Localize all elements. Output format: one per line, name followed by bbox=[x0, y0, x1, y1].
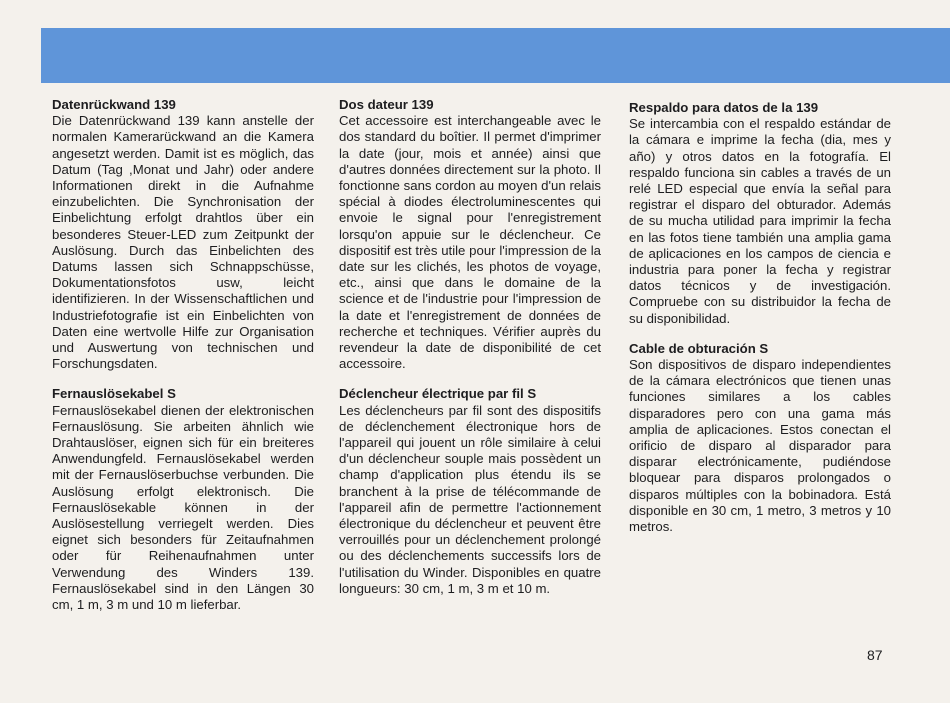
section-body: Son dispositivos de disparo independientes de la cámara electrónicos que tienen unas funciones similares a los cables disparadores pero con una gama más amplia de aplicaciones. Estos conectan el orificio de disparo al disparador para disparar electrónicamente, pudiéndose bloquear para disparos prolongados o disparos múltiples con la bobinadora. Está disponible en 30 cm, 1 metro, 3 metros y 10 metros. bbox=[629, 357, 891, 535]
section-body: Die Datenrückwand 139 kann anstelle der normalen Kamerarückwand an die Kamera angesetzt werden. Damit ist es möglich, das Datum (Tag ,Monat und Jahr) oder andere Informationen direkt in die Aufnahme einzubelichten. Die Synchronisation der Einbelichtung erfolgt drahtlos über ein besonderes Steuer-LED zum Zeitpunkt der Auslösung. Durch das Einbelichten des Datums lassen sich Schnappschüsse, Dokumentationsfotos usw, leicht identifizieren. In der Wissenschaftlichen und Industriefotografie ist ein Einbelichten von Daten eine wertvolle Hilfe zur Organisation und Auswertung von technischen und Forschungsdaten. bbox=[52, 113, 314, 372]
section-heading: Dos dateur 139 bbox=[339, 97, 434, 112]
column-german bbox=[52, 97, 314, 627]
section-heading: Déclencheur électrique par fil S bbox=[339, 386, 537, 402]
section-datenrueckwand bbox=[52, 97, 314, 372]
header-color-band bbox=[41, 28, 950, 83]
section-fernausloesekabel bbox=[52, 386, 314, 613]
section-heading: Datenrückwand 139 bbox=[52, 97, 176, 112]
section-heading: Fernauslösekabel S bbox=[52, 386, 176, 402]
section-heading: Respaldo para datos de la 139 bbox=[629, 100, 819, 115]
section-body: Se intercambia con el respaldo estándar de la cámara e imprime la fecha (dia, mes y año) y otros datos en la fotografía. El respaldo funciona sin cables a través de un relé LED especial que envía la señal para registrar el disparo del obturador. Además de su mucha utilidad para imprimir la fecha en las fotos tiene también una amplia gama de aplicaciones en los campos de ciencia e industria para poner la fecha y registrar datos técnicos y de investigación. Compruebe con su distribuidor la fecha de su disponibilidad. bbox=[629, 116, 891, 326]
section-body: Les déclencheurs par fil sont des dispositifs de déclenchement électronique hors de l'appareil qui jouent un rôle similaire à celui d'un déclencheur souple mais possèdent un champ d'application plus étendu ils se branchent à la prise de télécommande de l'appareil afin de permettre l'actionnement électronique du déclencheur et peuvent être verrouillés pour un déclenchement prolongé ou des déclenchements successifs lors de l'utilisation du Winder. Disponibles en quatre longueurs: 30 cm, 1 m, 3 m et 10 m. bbox=[339, 402, 601, 596]
section-heading: Cable de obturación S bbox=[629, 340, 769, 356]
column-french bbox=[339, 97, 601, 611]
section-declencheur bbox=[339, 386, 601, 597]
column-spanish bbox=[629, 100, 891, 549]
section-body: Fernauslösekabel dienen der elektronischen Fernauslösung. Sie arbeiten ähnlich wie Drahtauslöser, eignen sich für ein breiteres Anwendungfeld. Fernauslösekabel werden mit der Fernauslöserbuchse verbunden. Die Auslösung erfolgt elektronisch. Die Fernauslösekable können in der Auslösestellung verriegelt werden. Dies eignet sich besonders für Zeitaufnahmen oder für Reihenaufnahmen unter Verwendung des Winders 139. Fernauslösekabel sind in den Längen 30 cm, 1 m, 3 m und 10 m lieferbar. bbox=[52, 402, 314, 613]
section-dos-dateur bbox=[339, 97, 601, 372]
section-cable-obturacion bbox=[629, 341, 891, 535]
section-body: Cet accessoire est interchangeable avec le dos standard du boîtier. Il permet d'imprimer la date (jour, mois et année) ainsi que d'autres données directement sur la photo. Il fonctionne sans cordon au moyen d'un relais spécial à diodes électroluminescentes qui envoie le signal pour l'enregistrement lorsqu'on appuie sur le déclencheur. Ce dispositif est très utile pour l'impression de la date sur les clichés, les photos de voyage, etc., ainsi que dans le domaine de la science et de l'industrie pour l'impression de la date et l'enregistrement de données de recherche et techniques. Vérifier auprès du revendeur la date de disponibilité de cet accessoire. bbox=[339, 113, 601, 372]
section-respaldo bbox=[629, 100, 891, 327]
page-number: 87 bbox=[867, 647, 883, 663]
